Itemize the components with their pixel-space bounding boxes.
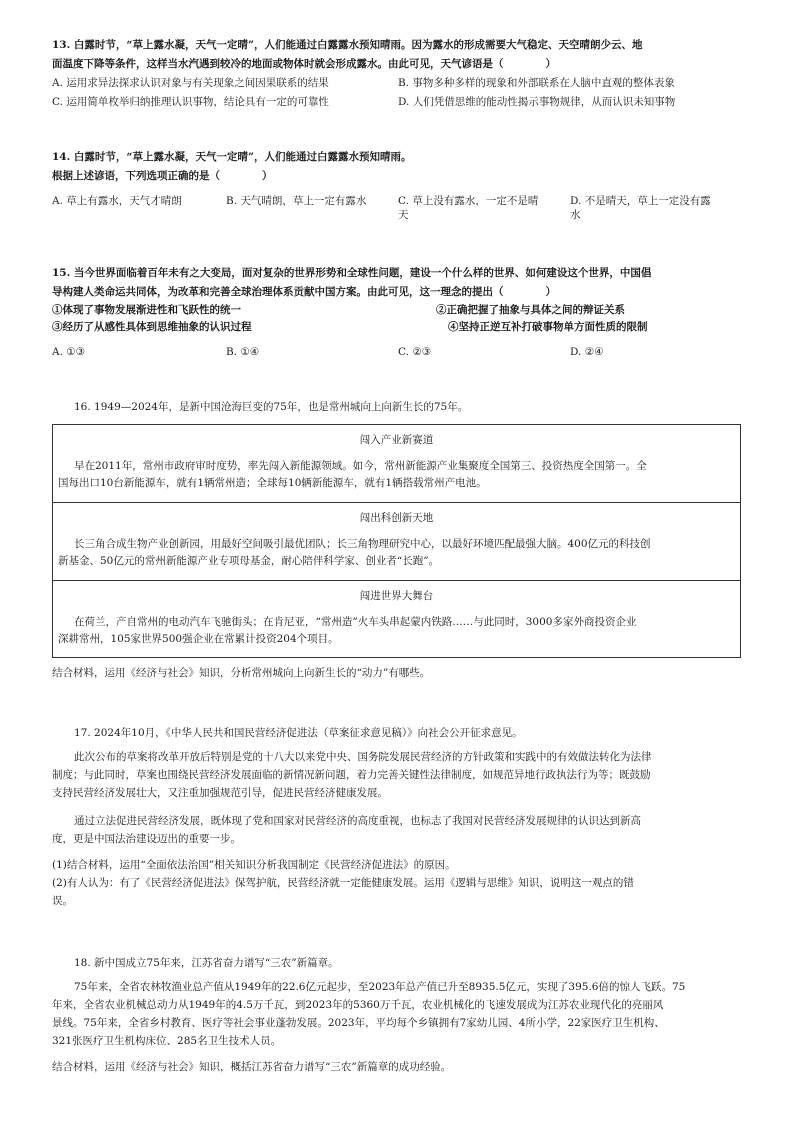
q14-option-d-line2: 水 (570, 209, 581, 221)
q18-intro: 18. 新中国成立75年来，江苏省奋力谱写“三农”新篇章。 (74, 957, 339, 969)
q17-subquestion-2-line2: 误。 (52, 895, 73, 907)
q18-para-line2: 年来，全省农业机械总动力从1949年的4.5万千瓦，到2023年的5360万千瓦，农业机械化的飞速发展成为江苏农业现代化的亮丽风 (52, 999, 664, 1011)
q16-section3-line2: 深耕常州，105家世界500强企业在常累计投资204个项目。 (58, 633, 339, 645)
q16-section3-line1: 在荷兰，产自常州的电动汽车飞驰街头；在肯尼亚，“常州造”火车头串起蒙内铁路……与此同时，3000多家外商投资企业 (74, 616, 637, 628)
q16-section2-title: 闯出科创新天地 (359, 512, 434, 524)
q14-option-a[interactable]: A. 草上有露水，天气才晴朗 (52, 195, 182, 207)
q13-stem-line2: 面温度下降等条件，这样当水汽遇到较冷的地面或物体时就会形成露水。由此可见，天气谚语是（ ） (52, 58, 556, 70)
q13-stem-line1: 13. 白露时节，“草上露水凝，天气一定晴”，人们能通过白露露水预知晴雨。因为露水的形成需要大气稳定、天空晴朗少云、地 (52, 39, 643, 51)
q14-option-c-line1: C. 草上没有露水，一定不是晴 (398, 195, 539, 207)
q15-item-4: ④坚持正逆互补打破事物单方面性质的限制 (448, 321, 648, 333)
q17-para2-line2: 度，更是中国法治建设迈出的重要一步。 (52, 833, 241, 845)
q16-divider-1 (52, 502, 741, 503)
q15-option-b[interactable]: B. ①④ (226, 346, 260, 358)
q16-section2-line2: 新基金、50亿元的常州新能源产业专项母基金，耐心陪伴科学家、创业者“长跑”。 (58, 555, 440, 567)
q18-para-line4: 321张医疗卫生机构床位、285名卫生技术人员。 (52, 1035, 282, 1047)
q13-option-a[interactable]: A. 运用求异法探求认识对象与有关现象之间因果联系的结果 (52, 77, 329, 89)
q14-option-c-line2: 天 (398, 209, 409, 221)
q14-stem-line2: 根据上述谚语，下列选项正确的是（ ） (52, 170, 273, 182)
q17-intro: 17. 2024年10月，《中华人民共和国民营经济促进法（草案征求意见稿）》向社会公开征求意见。 (74, 727, 523, 739)
q14-option-d[interactable] (570, 194, 711, 222)
q16-intro: 16. 1949—2024年，是新中国沧海巨变的75年，也是常州城向上向新生长的75年。 (74, 401, 469, 413)
q15-option-c[interactable]: C. ②③ (398, 346, 432, 358)
q16-section1-title: 闯入产业新赛道 (359, 434, 434, 446)
q14-option-d-line1: D. 不是晴天，草上一定没有露 (570, 195, 711, 207)
q15-item-1: ①体现了事物发展渐进性和飞跃性的统一 (52, 304, 241, 316)
q17-subquestion-1: (1)结合材料，运用“全面依法治国”相关知识分析我国制定《民营经济促进法》的原因。 (52, 859, 456, 871)
q16-section3-title: 闯进世界大舞台 (359, 590, 434, 602)
q18-para-line1: 75年来，全省农林牧渔业总产值从1949年的22.6亿元起步，至2023年总产值已升至8935.5亿元，实现了395.6倍的惊人飞跃。75 (74, 981, 686, 993)
q16-section1-line2: 国每出口10台新能源车，就有1辆常州造；全球每10辆新能源车，就有1辆搭载常州产电池。 (58, 477, 487, 489)
q13-option-b[interactable]: B. 事物多种多样的现象和外部联系在人脑中直观的整体表象 (398, 77, 675, 89)
q14-option-c[interactable] (398, 194, 538, 222)
q16-divider-2 (52, 580, 741, 581)
q17-para1-line2: 制度；与此同时，草案也围绕民营经济发展面临的新情况新问题，着力完善关键性法律制度，如规范异地行政执法行为等；既鼓励 (52, 769, 651, 781)
q18-para-line3: 景线。75年来，全省乡村教育、医疗等社会事业蓬勃发展。2023年，平均每个乡镇拥有7家幼儿园、4所小学，22家医疗卫生机构、 (52, 1017, 665, 1029)
q17-subquestion-2-line1: (2)有人认为：有了《民营经济促进法》保驾护航，民营经济就一定能健康发展。运用《逻辑与思维》知识，说明这一观点的错 (52, 877, 634, 889)
q14-option-b[interactable]: B. 天气晴朗，草上一定有露水 (226, 195, 367, 207)
q15-item-2: ②正确把握了抽象与具体之间的辩证关系 (436, 304, 625, 316)
q15-item-3: ③经历了从感性具体到思维抽象的认识过程 (52, 321, 252, 333)
q16-question: 结合材料，运用《经济与社会》知识，分析常州城向上向新生长的“动力”有哪些。 (52, 667, 431, 679)
q17-para1-line3: 支持民营经济发展壮大，又注重加强规范引导，促进民营经济健康发展。 (52, 787, 388, 799)
q16-section2-line1: 长三角合成生物产业创新园，用最好空间吸引最优团队；长三角物理研究中心，以最好环境匹配最强大脑。400亿元的科技创 (74, 538, 651, 550)
q15-stem-line2: 导构建人类命运共同体，为改革和完善全球治理体系贡献中国方案。由此可见，这一理念的提出（ ） (52, 286, 556, 298)
q14-stem-line1: 14. 白露时节，“草上露水凝，天气一定晴”，人们能通过白露露水预知晴雨。 (52, 151, 412, 163)
q13-option-d[interactable]: D. 人们凭借思维的能动性揭示事物规律，从而认识未知事物 (398, 96, 676, 108)
q15-option-a[interactable]: A. ①③ (52, 346, 86, 358)
q17-para2-line1: 通过立法促进民营经济发展，既体现了党和国家对民营经济的高度重视，也标志了我国对民营经济发展规律的认识达到新高 (74, 815, 641, 827)
q13-option-c[interactable]: C. 运用简单枚举归纳推理认识事物，结论具有一定的可靠性 (52, 96, 329, 108)
q17-para1-line1: 此次公布的草案将改革开放后特别是党的十八大以来党中央、国务院发展民营经济的方针政策和实践中的有效做法转化为法律 (74, 751, 652, 763)
q16-section1-line1: 早在2011年，常州市政府审时度势，率先闯入新能源领域。如今，常州新能源产业集聚度全国第三、投资热度全国第一。全 (74, 460, 647, 472)
q15-stem-line1: 15. 当今世界面临着百年未有之大变局，面对复杂的世界形势和全球性问题，建设一个什么样的世界、如何建设这个世界，中国倡 (52, 267, 652, 279)
q18-question: 结合材料，运用《经济与社会》知识，概括江苏省奋力谱写“三农”新篇章的成功经验。 (52, 1061, 452, 1073)
q15-option-d[interactable]: D. ②④ (570, 346, 604, 358)
